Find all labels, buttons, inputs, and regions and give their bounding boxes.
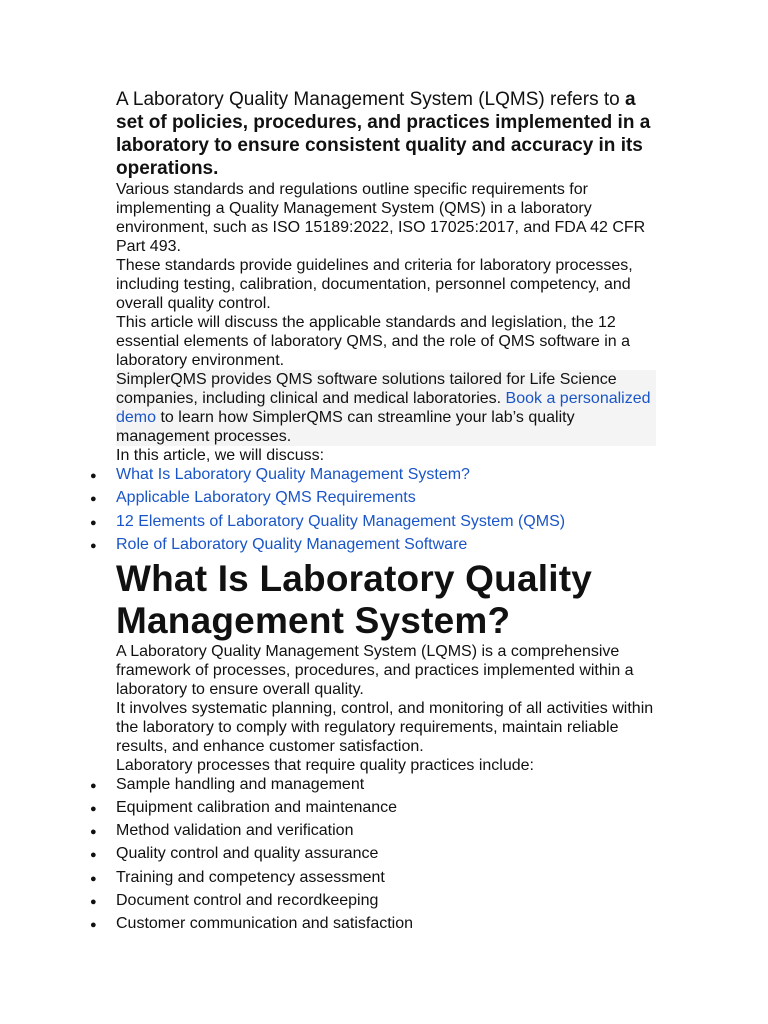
section-paragraph-definition: A Laboratory Quality Management System (LQMS) is a comprehensive framework of processes, procedures, and practices implemented within a laboratory to ensure overall quality. — [116, 643, 634, 699]
list-item-text: Training and competency assessment — [116, 868, 385, 886]
list-item — [90, 891, 656, 914]
intro-bold: a set of policies, procedures, and practices implemented in a laboratory to ensure consistent quality and accuracy in its operations. — [116, 89, 651, 179]
paragraph-standards: Various standards and regulations outline specific requirements for implementing a Quality Management System (QMS) in a laboratory environment, such as ISO 15189:2022, ISO 17025:2017, and FDA 42 CFR Part 493. — [116, 181, 646, 255]
list-item — [90, 821, 656, 844]
list-item — [90, 798, 656, 821]
article — [90, 88, 656, 937]
callout-text-after: to learn how SimplerQMS can streamline your lab’s quality management processes. — [116, 409, 575, 445]
list-item — [90, 868, 656, 891]
list-item-text: Sample handling and management — [116, 776, 365, 794]
section-paragraph-planning: It involves systematic planning, control, and monitoring of all activities within the laboratory to comply with regulatory requirements, maintain reliable results, and enhance customer satisfaction. — [116, 700, 654, 756]
bullet-icon: ● — [90, 918, 97, 931]
bullet-icon: ● — [90, 849, 97, 862]
toc-item — [90, 512, 656, 535]
toc-item — [90, 465, 656, 488]
toc-item — [90, 488, 656, 511]
callout-text-before: SimplerQMS provides QMS software solutions tailored for Life Science companies, including clinical and medical laboratories. — [116, 371, 617, 407]
toc-link-12-elements[interactable]: 12 Elements of Laboratory Quality Management System (QMS) — [116, 512, 566, 530]
bullet-icon: ● — [90, 895, 97, 908]
demo-callout — [116, 370, 656, 446]
list-item — [90, 844, 656, 867]
bullet-icon: ● — [90, 780, 97, 793]
list-item-text: Customer communication and satisfaction — [116, 914, 414, 932]
list-item-text: Quality control and quality assurance — [116, 845, 379, 863]
toc-intro: In this article, we will discuss: — [116, 447, 325, 464]
list-item-text: Equipment calibration and maintenance — [116, 799, 398, 817]
list-item-text: Document control and recordkeeping — [116, 891, 379, 909]
bullet-icon: ● — [90, 539, 97, 552]
bullet-icon: ● — [90, 470, 97, 482]
bullet-icon: ● — [90, 872, 97, 885]
toc-link-what-is-lqms[interactable]: What Is Laboratory Quality Management System? — [116, 466, 470, 483]
toc-link-requirements[interactable]: Applicable Laboratory QMS Requirements — [116, 489, 416, 507]
process-list — [90, 775, 656, 937]
bullet-icon: ● — [90, 516, 97, 529]
bullet-icon: ● — [90, 493, 97, 506]
paragraph-article-scope: This article will discuss the applicable standards and legislation, the 12 essential elements of laboratory QMS, and the role of QMS software in a laboratory environment. — [116, 314, 631, 369]
toc-item — [90, 535, 656, 558]
list-item — [90, 775, 656, 798]
list-item — [90, 914, 656, 937]
book-demo-link[interactable]: Book a personalized demo — [116, 390, 651, 426]
section-heading: What Is Laboratory Quality Management System? — [116, 558, 592, 642]
section-paragraph-processes-intro: Laboratory processes that require quality practices include: — [116, 757, 534, 775]
toc-link-software-role[interactable]: Role of Laboratory Quality Management Software — [116, 535, 468, 553]
intro-paragraph — [116, 88, 656, 180]
bullet-icon: ● — [90, 826, 97, 839]
paragraph-guidelines: These standards provide guidelines and criteria for laboratory processes, including testing, calibration, documentation, personnel competency, and overall quality control. — [116, 257, 633, 312]
bullet-icon: ● — [90, 803, 97, 816]
table-of-contents — [90, 465, 656, 558]
intro-lead: A Laboratory Quality Management System (LQMS) refers to — [116, 89, 625, 110]
list-item-text: Method validation and verification — [116, 822, 354, 840]
